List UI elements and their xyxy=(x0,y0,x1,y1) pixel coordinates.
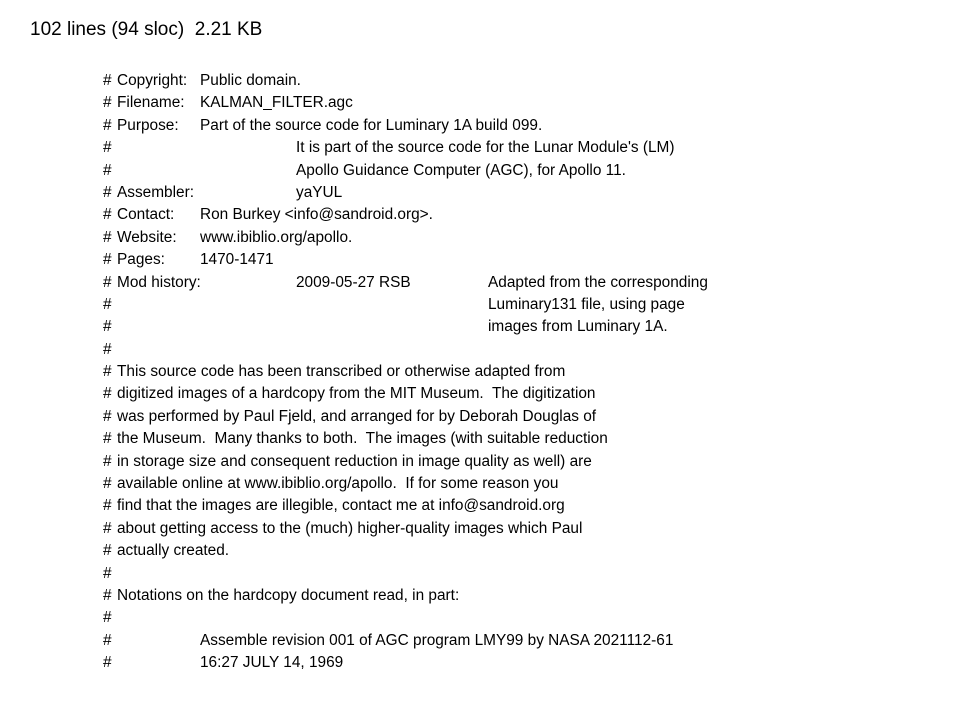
comment-line xyxy=(0,361,960,383)
comment-value-col2: It is part of the source code for the Lunar Module's (LM) xyxy=(296,139,675,157)
comment-text: the Museum. Many thanks to both. The images (with suitable reduction xyxy=(117,430,608,448)
comment-hash: # xyxy=(103,519,112,537)
comment-hash: # xyxy=(103,564,112,582)
comment-line xyxy=(0,294,960,316)
comment-label: Filename: xyxy=(117,94,185,112)
comment-hash: # xyxy=(103,407,112,425)
comment-hash: # xyxy=(103,385,112,403)
comment-text: Notations on the hardcopy document read, in part: xyxy=(117,586,460,604)
comment-label: Mod history: xyxy=(117,273,201,291)
comment-line xyxy=(0,115,960,137)
comment-hash: # xyxy=(103,72,112,89)
comment-line xyxy=(0,204,960,226)
comment-value: www.ibiblio.org/apollo. xyxy=(200,228,353,246)
comment-line xyxy=(0,182,960,204)
comment-value-col2: 2009-05-27 RSB xyxy=(296,273,411,291)
comment-hash: # xyxy=(103,542,112,560)
comment-value: KALMAN_FILTER.agc xyxy=(200,94,353,112)
comment-hash: # xyxy=(103,654,112,672)
file-info: 102 lines (94 sloc) 2.21 KB xyxy=(30,19,263,40)
comment-value-col3: images from Luminary 1A. xyxy=(488,318,668,336)
comment-hash: # xyxy=(103,273,112,291)
comment-line xyxy=(0,428,960,450)
comment-hash: # xyxy=(103,430,112,448)
comment-line xyxy=(0,227,960,249)
comment-value: 1470-1471 xyxy=(200,251,274,269)
comment-text: about getting access to the (much) higher-quality images which Paul xyxy=(117,519,583,537)
comment-line xyxy=(0,451,960,473)
comment-hash: # xyxy=(103,475,112,493)
comment-line xyxy=(0,406,960,428)
comment-value: Public domain. xyxy=(200,72,301,89)
comment-line xyxy=(0,70,960,92)
comment-line xyxy=(0,383,960,405)
comment-value-col2: Apollo Guidance Computer (AGC), for Apollo 11. xyxy=(296,161,626,179)
comment-line xyxy=(0,607,960,629)
comment-hash: # xyxy=(103,139,112,157)
comment-text: was performed by Paul Fjeld, and arranged for by Deborah Douglas of xyxy=(117,407,597,425)
comment-value-col2: yaYUL xyxy=(296,183,343,201)
comment-text: digitized images of a hardcopy from the MIT Museum. The digitization xyxy=(117,385,596,403)
source-header-comment xyxy=(0,70,960,675)
comment-line xyxy=(0,630,960,652)
comment-line xyxy=(0,540,960,562)
comment-hash: # xyxy=(103,228,112,246)
comment-label: Website: xyxy=(117,228,177,246)
comment-hash: # xyxy=(103,318,112,336)
comment-line xyxy=(0,339,960,361)
comment-value: Part of the source code for Luminary 1A build 099. xyxy=(200,116,543,134)
comment-hash: # xyxy=(103,586,112,604)
comment-line xyxy=(0,518,960,540)
comment-line xyxy=(0,272,960,294)
comment-text: actually created. xyxy=(117,542,230,560)
comment-text: This source code has been transcribed or otherwise adapted from xyxy=(117,363,566,381)
comment-hash: # xyxy=(103,295,112,313)
comment-label: Assembler: xyxy=(117,183,194,201)
comment-hash: # xyxy=(103,251,112,269)
comment-hash: # xyxy=(103,609,112,627)
comment-line xyxy=(0,92,960,114)
comment-line xyxy=(0,563,960,585)
comment-hash: # xyxy=(103,452,112,470)
comment-text: find that the images are illegible, contact me at info@sandroid.org xyxy=(117,497,565,515)
comment-value: 16:27 JULY 14, 1969 xyxy=(200,654,344,672)
comment-hash: # xyxy=(103,631,112,649)
comment-label: Copyright: xyxy=(117,72,188,89)
comment-text: in storage size and consequent reduction in image quality as well) are xyxy=(117,452,592,470)
comment-line xyxy=(0,316,960,338)
comment-hash: # xyxy=(103,340,112,358)
comment-value: Ron Burkey <info@sandroid.org>. xyxy=(200,206,433,224)
comment-value-col3: Adapted from the corresponding xyxy=(488,273,708,291)
comment-hash: # xyxy=(103,116,112,134)
comment-label: Pages: xyxy=(117,251,165,269)
comment-value: Assemble revision 001 of AGC program LMY99 by NASA 2021112-61 xyxy=(200,631,674,649)
comment-hash: # xyxy=(103,206,112,224)
comment-value-col3: Luminary131 file, using page xyxy=(488,295,685,313)
comment-line xyxy=(0,137,960,159)
comment-text: available online at www.ibiblio.org/apollo. If for some reason you xyxy=(117,475,559,493)
comment-line xyxy=(0,652,960,674)
comment-line xyxy=(0,160,960,182)
comment-line xyxy=(0,249,960,271)
comment-hash: # xyxy=(103,94,112,112)
comment-label: Purpose: xyxy=(117,116,179,134)
comment-hash: # xyxy=(103,497,112,515)
comment-line xyxy=(0,495,960,517)
comment-hash: # xyxy=(103,161,112,179)
comment-line xyxy=(0,585,960,607)
comment-hash: # xyxy=(103,183,112,201)
comment-line xyxy=(0,473,960,495)
comment-label: Contact: xyxy=(117,206,175,224)
comment-hash: # xyxy=(103,363,112,381)
